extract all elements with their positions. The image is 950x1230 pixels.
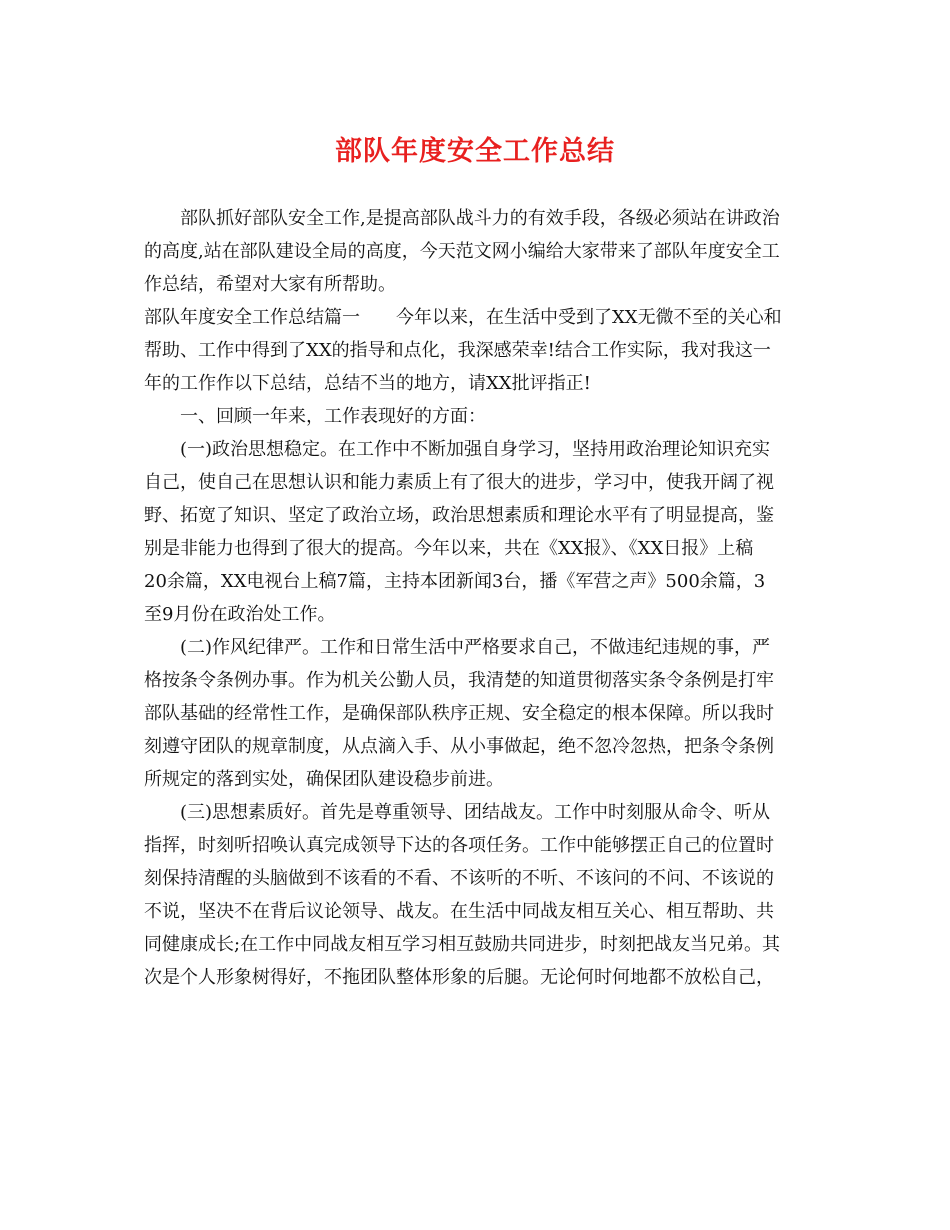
text-line: (一)政治思想稳定。在工作中不断加强自身学习，坚持用政治理论知识充实	[144, 439, 771, 460]
text-line: 同健康成长;在工作中同战友相互学习相互鼓励共同进步，时刻把战友当兄弟。其	[144, 934, 781, 955]
document-title: 部队年度安全工作总结	[335, 136, 615, 167]
text-line: 一、回顾一年来，工作表现好的方面：	[144, 406, 486, 427]
text-line: 次是个人形象树得好，不拖团队整体形象的后腿。无论何时何地都不放松自己，	[144, 967, 774, 988]
text-line: 部队抓好部队安全工作,是提高部队战斗力的有效手段，各级必须站在讲政治	[144, 208, 780, 229]
text-line: 部队基础的经常性工作，是确保部队秩序正规、安全稳定的根本保障。所以我时	[144, 703, 774, 724]
text-line: 年的工作作以下总结，总结不当的地方，请XX批评指正!	[144, 373, 591, 394]
text-line: 部队年度安全工作总结篇一 今年以来，在生活中受到了XX无微不至的关心和	[144, 307, 782, 328]
text-line: 刻保持清醒的头脑做到不该看的不看、不该听的不听、不该问的不问、不该说的	[144, 868, 774, 889]
text-line: 所规定的落到实处，确保团队建设稳步前进。	[144, 769, 504, 790]
text-line: 不说，坚决不在背后议论领导、战友。在生活中同战友相互关心、相互帮助、共	[144, 901, 774, 922]
text-line: 指挥，时刻听招唤认真完成领导下达的各项任务。工作中能够摆正自己的位置时	[144, 835, 774, 856]
text-line: 至9月份在政治处工作。	[144, 604, 336, 625]
text-line: 自己，使自己在思想认识和能力素质上有了很大的进步，学习中，使我开阔了视	[144, 472, 774, 493]
text-line: 帮助、工作中得到了XX的指导和点化，我深感荣幸!结合工作实际，我对我这一	[144, 340, 771, 361]
text-line: (二)作风纪律严。工作和日常生活中严格要求自己，不做违纪违规的事，严	[144, 637, 771, 658]
text-line: 的高度,站在部队建设全局的高度，今天范文网小编给大家带来了部队年度安全工	[144, 241, 780, 262]
text-line: 格按条令条例办事。作为机关公勤人员，我清楚的知道贯彻落实条令条例是打牢	[144, 670, 774, 691]
text-line: (三)思想素质好。首先是尊重领导、团结战友。工作中时刻服从命令、听从	[144, 802, 771, 823]
document-body	[144, 202, 808, 994]
text-line: 作总结，希望对大家有所帮助。	[144, 274, 396, 295]
text-line: 野、拓宽了知识、坚定了政治立场，政治思想素质和理论水平有了明显提高，鉴	[144, 505, 774, 526]
text-line: 别是非能力也得到了很大的提高。今年以来，共在《XX报》、《XX日报》上稿	[144, 538, 754, 559]
text-line: 20余篇，XX电视台上稿7篇，主持本团新闻3台，播《军营之声》500余篇，3	[144, 571, 766, 592]
text-line: 刻遵守团队的规章制度，从点滴入手、从小事做起，绝不忽冷忽热，把条令条例	[144, 736, 774, 757]
